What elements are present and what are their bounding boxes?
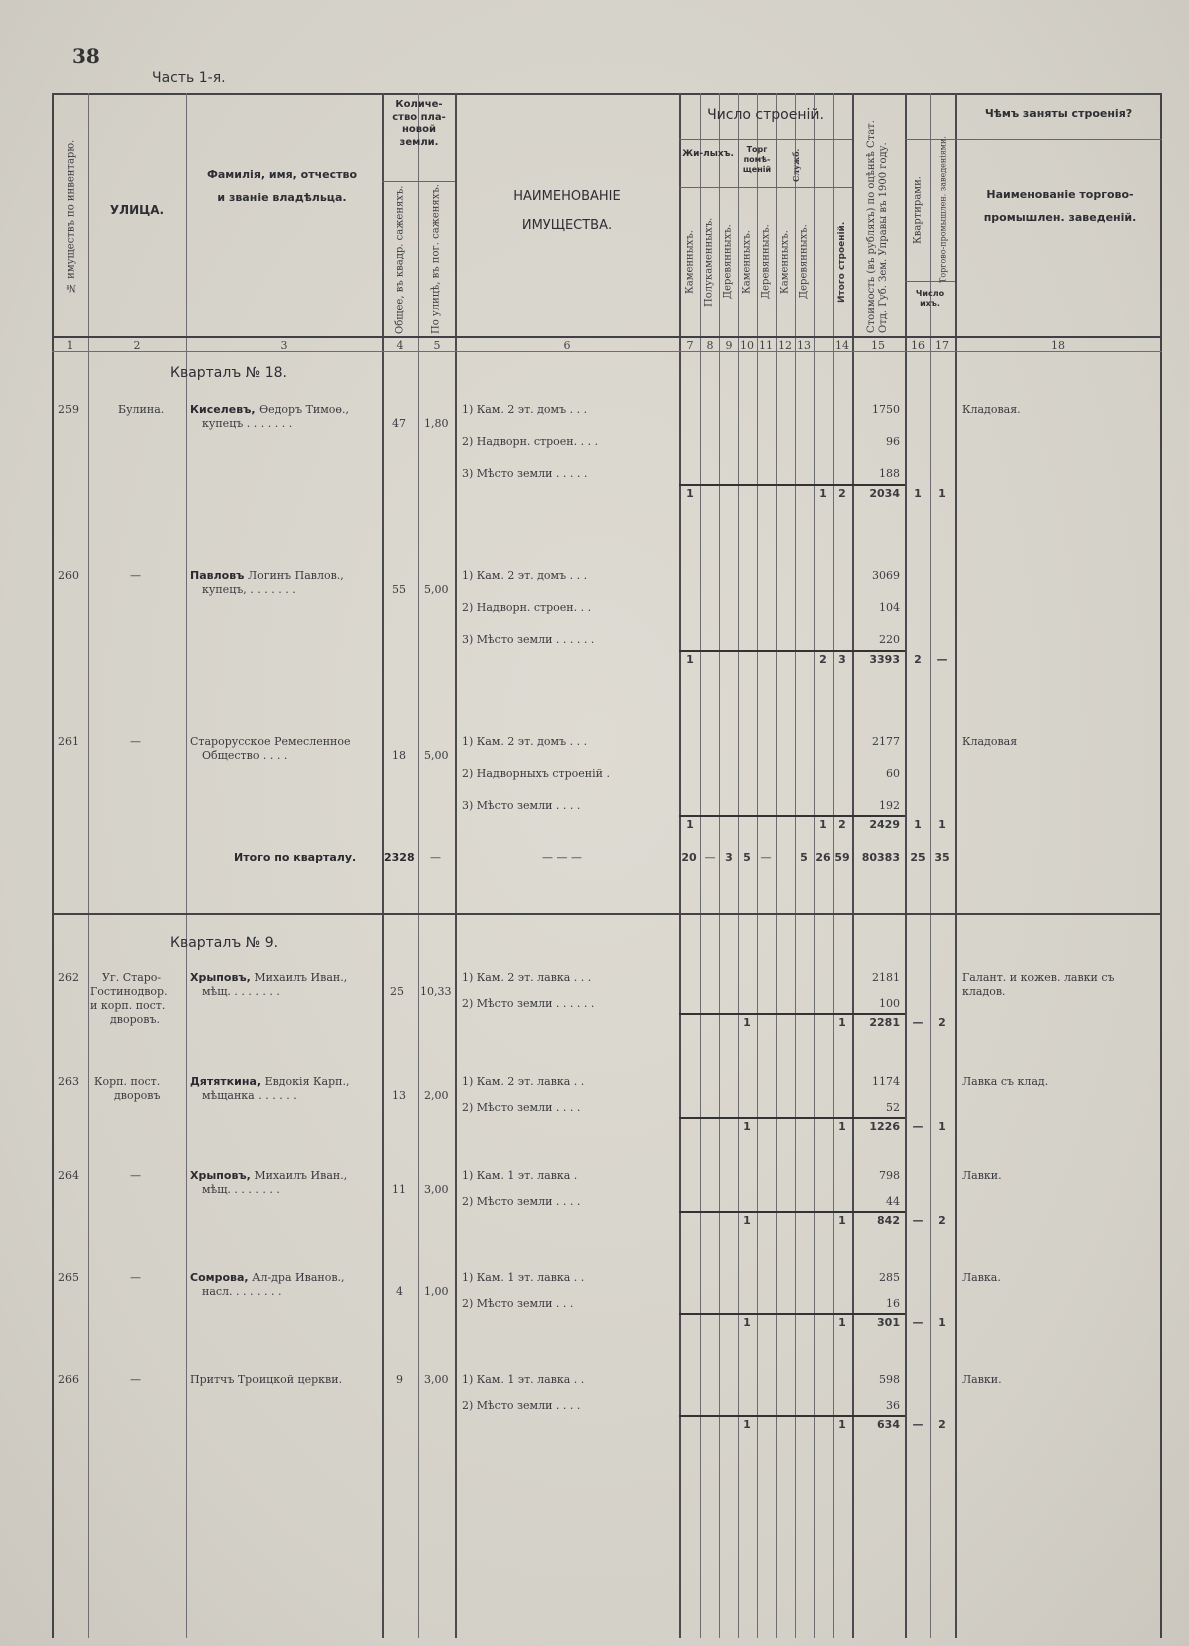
- value: 285: [879, 1271, 900, 1284]
- land-area: 18: [392, 749, 406, 762]
- property-item: 1) Кам. 1 эт. лавка .: [462, 1169, 578, 1182]
- value: 52: [886, 1101, 900, 1114]
- header-property-name: НАИМЕНОВАНІЕ ИМУЩЕСТВА.: [513, 189, 621, 233]
- inventory-number: 261: [58, 735, 79, 748]
- owner-name: Евдокія Карп.,: [264, 1075, 350, 1088]
- header-c9: Деревянныхъ.: [722, 224, 734, 300]
- col-number: 18: [1051, 339, 1065, 352]
- enterprise-name: Галант. и кожев. лавки съ кладов.: [962, 971, 1115, 998]
- sum-value: 2429: [869, 818, 900, 831]
- header-inventory-number: № имуществъ по инвентарю.: [65, 139, 77, 293]
- header-street: УЛИЦА.: [109, 203, 165, 217]
- land-area: 4: [396, 1285, 403, 1298]
- header-residential: Жи-лыхъ.: [682, 149, 734, 159]
- owner-title: мѣщанка . . . . . .: [202, 1089, 297, 1102]
- inventory-number: 262: [58, 971, 79, 984]
- sum-c14: 2: [838, 818, 846, 831]
- owner-name: Притчъ Троицкой церкви.: [190, 1373, 343, 1386]
- street: дворовъ: [114, 1089, 161, 1102]
- col-number: 8: [706, 339, 714, 352]
- street: Уг. Старо-: [102, 971, 162, 984]
- street: —: [130, 569, 141, 582]
- total-desc: — — —: [542, 851, 582, 864]
- sum-c16: 1: [914, 487, 922, 500]
- quarter-title: Кварталъ № 18.: [170, 365, 287, 381]
- sum-c14: 1: [838, 1214, 846, 1227]
- sum-value: 634: [877, 1418, 900, 1431]
- header-apartments: Квартирами.: [912, 176, 924, 244]
- land-area: 13: [392, 1089, 406, 1102]
- owner-title: мѣщ. . . . . . . .: [202, 985, 280, 998]
- property-item: 1) Кам. 2 эт. лавка . . .: [462, 971, 592, 984]
- col-number: 5: [433, 339, 441, 352]
- total-c12: 5: [800, 851, 808, 864]
- inventory-number: 259: [58, 403, 79, 416]
- header-frontage: По улицѣ, въ пог. саженяхъ.: [430, 184, 442, 335]
- value: 798: [879, 1169, 900, 1182]
- col-number: 9: [725, 339, 733, 352]
- property-item: 1) Кам. 2 эт. домъ . . .: [462, 403, 588, 416]
- frontage: 10,33: [420, 985, 452, 998]
- sum-c14: 3: [838, 653, 846, 666]
- value: 3069: [872, 569, 900, 582]
- sum-c13: 2: [819, 653, 827, 666]
- sum-c13: 1: [819, 487, 827, 500]
- total-c9: 3: [725, 851, 733, 864]
- inventory-number: 263: [58, 1075, 79, 1088]
- header-total-area: Общее, въ квадр. саженяхъ.: [394, 185, 406, 334]
- header-c10: Каменныхъ.: [741, 230, 753, 294]
- quarter-title: Кварталъ № 9.: [170, 935, 279, 951]
- street: Корп. пост.: [94, 1075, 161, 1088]
- col-number: 2: [133, 339, 141, 352]
- property-item: 1) Кам. 2 эт. лавка . .: [462, 1075, 585, 1088]
- property-item: 2) Мѣсто земли . . . .: [462, 1101, 581, 1114]
- sum-value: 842: [877, 1214, 900, 1227]
- header-enterprise-names: Наименованіе торгово-промышлен. заведеній.: [983, 188, 1137, 225]
- frontage: 1,80: [424, 417, 449, 430]
- header-value: Стоимость (въ рубляхъ) по оцѣнкѣ Стат. Отд. Губ. Зем. Управы въ 1900 году.: [866, 120, 889, 333]
- owner-surname: Павловъ: [190, 569, 245, 582]
- property-item: 2) Мѣсто земли . . . .: [462, 1399, 581, 1412]
- property-item: 2) Надворн. строен. . .: [462, 601, 592, 614]
- owner-name: Ал-дра Иванов.,: [252, 1271, 345, 1284]
- value: 1174: [872, 1075, 900, 1088]
- property-item: 2) Мѣсто земли . . . . . .: [462, 997, 595, 1010]
- sum-c16: —: [912, 1016, 924, 1029]
- total-c11: —: [760, 851, 772, 864]
- land-area: 11: [392, 1183, 406, 1196]
- value: 36: [886, 1399, 900, 1412]
- value: 44: [886, 1195, 900, 1208]
- col-number: 16: [911, 339, 925, 352]
- sum-c14: 1: [838, 1316, 846, 1329]
- header-count: Число ихъ.: [915, 289, 945, 308]
- sum-value: 301: [877, 1316, 900, 1329]
- total-value: 80383: [861, 851, 900, 864]
- owner-surname: Хрыповъ,: [190, 971, 251, 984]
- total-c14: 59: [834, 851, 850, 864]
- sum-c14: 1: [838, 1418, 846, 1431]
- total-c13: 26: [815, 851, 831, 864]
- header-c13: Деревянныхъ.: [798, 224, 810, 300]
- sum-c14: 1: [838, 1016, 846, 1029]
- frontage: 2,00: [424, 1089, 449, 1102]
- total-c16: 25: [910, 851, 926, 864]
- sum-c17: 1: [938, 818, 946, 831]
- sum-c10: 1: [743, 1418, 751, 1431]
- land-area: 25: [390, 985, 404, 998]
- sum-c17: 1: [938, 1316, 946, 1329]
- land-area: 55: [392, 583, 406, 596]
- value: 598: [879, 1373, 900, 1386]
- street: —: [130, 735, 141, 748]
- col-number: 14: [835, 339, 849, 352]
- frontage: 5,00: [424, 749, 449, 762]
- value: 188: [879, 467, 900, 480]
- street: Гостинодвор.: [90, 985, 168, 998]
- owner-surname: Хрыповъ,: [190, 1169, 251, 1182]
- street: и корп. пост.: [90, 999, 166, 1012]
- col-number: 4: [396, 339, 404, 352]
- owner-name: Өедоръ Тимоө.,: [259, 403, 350, 416]
- total-c17: 35: [934, 851, 950, 864]
- header-c8: Полукаменныхъ.: [703, 217, 715, 307]
- table-border: [52, 93, 1162, 1638]
- sum-c10: 1: [743, 1120, 751, 1133]
- total-c7: 20: [681, 851, 697, 864]
- col-number: 15: [871, 339, 885, 352]
- enterprise-name: Кладовая: [962, 735, 1018, 748]
- value: 100: [879, 997, 900, 1010]
- enterprise-name: Лавки.: [962, 1373, 1002, 1386]
- sum-c13: 1: [819, 818, 827, 831]
- header-c14: Итого строеній.: [837, 221, 847, 303]
- col-number: 1: [66, 339, 74, 352]
- street: —: [130, 1271, 141, 1284]
- header-c12: Каменныхъ.: [779, 230, 791, 294]
- owner-surname: Киселевъ,: [190, 403, 256, 416]
- value: 96: [886, 435, 900, 448]
- frontage: 5,00: [424, 583, 449, 596]
- header-service: Служб.: [791, 148, 801, 182]
- land-area: 47: [392, 417, 406, 430]
- sum-c7: 1: [686, 818, 694, 831]
- owner-surname: Сомрова,: [190, 1271, 249, 1284]
- sum-c16: —: [912, 1214, 924, 1227]
- street: Булина.: [118, 403, 165, 416]
- col-number: 11: [759, 339, 773, 352]
- sum-value: 1226: [869, 1120, 900, 1133]
- property-item: 3) Мѣсто земли . . . . . .: [462, 633, 595, 646]
- header-trade: Торг помѣ-щеній: [742, 145, 772, 174]
- owner-name: Логинъ Павлов.,: [247, 569, 344, 582]
- col-number: 3: [280, 339, 288, 352]
- owner-name: Михаилъ Иван.,: [254, 971, 348, 984]
- value: 104: [879, 601, 900, 614]
- sum-value: 2281: [869, 1016, 900, 1029]
- sum-c14: 1: [838, 1120, 846, 1133]
- col-number: 7: [686, 339, 694, 352]
- header-c7: Каменныхъ.: [684, 230, 696, 294]
- frontage: 3,00: [424, 1373, 449, 1386]
- inventory-number: 264: [58, 1169, 79, 1182]
- owner-name: Михаилъ Иван.,: [254, 1169, 348, 1182]
- value: 192: [879, 799, 900, 812]
- property-item: 2) Надворныхъ строеній .: [462, 767, 610, 780]
- property-item: 2) Надворн. строен. . . .: [462, 435, 599, 448]
- sum-c10: 1: [743, 1316, 751, 1329]
- sum-c17: 1: [938, 1120, 946, 1133]
- header-land-area: Количе-ство пла-новой земли.: [392, 99, 446, 148]
- frontage: 1,00: [424, 1285, 449, 1298]
- land-area: 9: [396, 1373, 403, 1386]
- sum-c16: 2: [914, 653, 922, 666]
- total-c10: 5: [743, 851, 751, 864]
- value: 220: [879, 633, 900, 646]
- inventory-number: 266: [58, 1373, 79, 1386]
- inventory-number: 260: [58, 569, 79, 582]
- sum-value: 3393: [869, 653, 900, 666]
- header-c11: Деревянныхъ.: [760, 224, 772, 300]
- owner-name: Старорусское Ремесленное: [190, 735, 351, 748]
- street: дворовъ.: [110, 1013, 160, 1026]
- street: —: [130, 1373, 141, 1386]
- sum-c17: 2: [938, 1214, 946, 1227]
- register-table: [52, 93, 1162, 1638]
- total-area: 2328: [384, 851, 415, 864]
- street: —: [130, 1169, 141, 1182]
- owner-surname: Дятяткина,: [190, 1075, 262, 1088]
- value: 16: [886, 1297, 900, 1310]
- owner-title: мѣщ. . . . . . . .: [202, 1183, 280, 1196]
- owner-title: купецъ, . . . . . . .: [202, 583, 296, 596]
- sum-c10: 1: [743, 1214, 751, 1227]
- property-item: 1) Кам. 1 эт. лавка . .: [462, 1271, 585, 1284]
- sum-c7: 1: [686, 653, 694, 666]
- sum-c17: 2: [938, 1418, 946, 1431]
- property-item: 3) Мѣсто земли . . . .: [462, 799, 581, 812]
- property-item: 1) Кам. 1 эт. лавка . .: [462, 1373, 585, 1386]
- owner-title: купецъ . . . . . . .: [202, 417, 293, 430]
- sum-c17: 1: [938, 487, 946, 500]
- sum-c16: —: [912, 1316, 924, 1329]
- col-number: 10: [740, 339, 754, 352]
- col-number: 17: [935, 339, 949, 352]
- header-occupied: Чѣмъ заняты строенія?: [984, 107, 1133, 120]
- sum-c10: 1: [743, 1016, 751, 1029]
- sum-c16: —: [912, 1120, 924, 1133]
- property-item: 3) Мѣсто земли . . . . .: [462, 467, 588, 480]
- frontage: 3,00: [424, 1183, 449, 1196]
- page-number: 38: [72, 44, 100, 68]
- col-number: 13: [797, 339, 811, 352]
- sum-c17: 2: [938, 1016, 946, 1029]
- sum-c14: 2: [838, 487, 846, 500]
- sum-c7: 1: [686, 487, 694, 500]
- value: 2181: [872, 971, 900, 984]
- property-item: 2) Мѣсто земли . . .: [462, 1297, 574, 1310]
- col-number: 6: [563, 339, 571, 352]
- header-buildings-count: Число строеній.: [707, 107, 824, 123]
- enterprise-name: Лавки.: [962, 1169, 1002, 1182]
- enterprise-name: Кладовая.: [962, 403, 1021, 416]
- total-c8: —: [704, 851, 716, 864]
- value: 60: [886, 767, 900, 780]
- enterprise-name: Лавка.: [962, 1271, 1001, 1284]
- sum-c16: 1: [914, 818, 922, 831]
- property-item: 1) Кам. 2 эт. домъ . . .: [462, 569, 588, 582]
- property-item: 1) Кам. 2 эт. домъ . . .: [462, 735, 588, 748]
- header-enterprises: Торгово-промышлен. заведеніями.: [938, 136, 948, 284]
- total-frontage: —: [430, 851, 441, 864]
- value: 1750: [872, 403, 900, 416]
- inventory-number: 265: [58, 1271, 79, 1284]
- total-label: Итого по кварталу.: [234, 851, 357, 864]
- part-label: Часть 1-я.: [152, 70, 226, 86]
- col-number: 12: [778, 339, 792, 352]
- sum-c16: —: [912, 1418, 924, 1431]
- owner-title: Общество . . . .: [202, 749, 288, 762]
- sum-value: 2034: [869, 487, 900, 500]
- enterprise-name: Лавка съ клад.: [962, 1075, 1049, 1088]
- header-owner: Фамилія, имя, отчество и званіе владѣльца.: [206, 168, 358, 205]
- property-item: 2) Мѣсто земли . . . .: [462, 1195, 581, 1208]
- value: 2177: [872, 735, 900, 748]
- owner-title: насл. . . . . . . .: [202, 1285, 282, 1298]
- sum-c17: —: [936, 653, 948, 666]
